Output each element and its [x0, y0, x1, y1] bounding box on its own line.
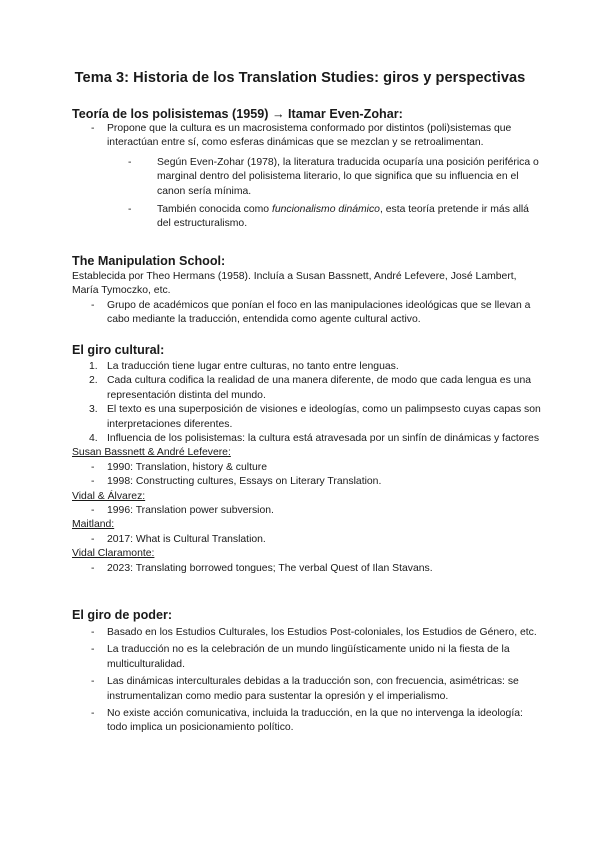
list-item [72, 475, 542, 489]
list-item [72, 707, 542, 736]
list-item-text: No existe acción comunicativa, incluida la traducción, en la que no intervenga la ideología: todo implica un posicionamiento político. [107, 708, 523, 734]
item-number: 2. [89, 375, 98, 387]
manipulation-intro: Establecida por Theo Hermans (1958). Incluía a Susan Bassnett, André Lefevere, José Lambert, María Tymoczko, etc. [72, 271, 517, 297]
numbered-item [72, 432, 542, 446]
poder-list [72, 626, 542, 736]
item-text: La traducción tiene lugar entre culturas, no tanto entre lenguas. [107, 361, 399, 372]
manipulation-list [72, 299, 542, 328]
list-item [72, 299, 542, 328]
heading-manipulation: The Manipulation School: [72, 254, 226, 268]
section-giro-cultural [72, 342, 542, 576]
polisistemas-list [72, 122, 542, 232]
numbered-item [72, 360, 542, 374]
sub-list-item-text: , esta teoría pretende ir más allá del estructuralismo. [157, 204, 529, 230]
author-works-list [72, 504, 542, 518]
item-number: 3. [89, 404, 98, 416]
list-item [72, 562, 542, 576]
list-item-text: 1996: Translation power subversion. [107, 505, 274, 517]
list-item-text: 2017: What is Cultural Translation. [107, 533, 266, 545]
sub-list-item [72, 203, 542, 232]
list-item-text: Grupo de académicos que ponían el foco en las manipulaciones ideológicas que se llevan a cabo mediante la traducción, entendida como agente cultural activo. [107, 299, 531, 326]
list-item-text: Las dinámicas interculturales debidas a la traducción son, con frecuencia, asimétricas: se instrumentalizan como medio para sustentar la opresión y el imperialismo. [107, 676, 519, 702]
cultural-numbered-list [72, 360, 542, 446]
list-item-text: 1990: Translation, history & culture [107, 461, 267, 473]
emphasis-text: funcionalismo dinámico [271, 204, 380, 216]
sub-list-item [72, 156, 542, 199]
list-item-text: Basado en los Estudios Culturales, los Estudios Post-coloniales, los Estudios de Género, etc. [107, 627, 537, 638]
section-giro-poder [72, 607, 542, 739]
item-text: Cada cultura codifica la realidad de una manera diferente, de modo que cada lengua es una representación distinta del mundo. [107, 375, 531, 401]
author-works-list [72, 533, 542, 547]
list-item [72, 675, 542, 704]
list-item-text: 1998: Constructing cultures, Essays on Literary Translation. [107, 476, 382, 488]
heading-polisistemas: Teoría de los polisistemas (1959) → Itamar Even-Zohar: [72, 107, 403, 121]
item-text: Influencia de los polisistemas: la cultura está atravesada por un sinfín de dinámicas y factores [107, 433, 540, 445]
section-polisistemas [72, 106, 542, 232]
list-item [72, 643, 542, 672]
list-item [72, 533, 542, 547]
author-label: Vidal Claramonte: [72, 548, 155, 560]
sub-list-item-text: También conocida como [157, 204, 272, 216]
author-label: Vidal & Álvarez: [72, 490, 146, 502]
item-text: El texto es una superposición de visiones e ideologías, como un palimpsesto cuyas capas son interpretaciones diferentes. [107, 404, 541, 430]
item-number: 1. [89, 361, 98, 372]
item-number: 4. [89, 433, 98, 445]
author-works-list [72, 562, 542, 576]
section-manipulation [72, 253, 542, 328]
author-label: Maitland: [72, 519, 115, 531]
list-item [72, 461, 542, 475]
page-title: Tema 3: Historia de los Translation Studies: giros y perspectivas [74, 70, 526, 86]
polisistemas-sublist [72, 156, 542, 232]
author-works-list [72, 461, 542, 490]
heading-giro-poder: El giro de poder: [72, 608, 173, 622]
list-item [72, 504, 542, 518]
list-item [72, 122, 542, 232]
list-item-text: La traducción no es la celebración de un mundo lingüísticamente unido ni la fiesta de la multiculturalidad. [107, 644, 510, 670]
author-label: Susan Bassnett & André Lefevere: [72, 447, 231, 459]
list-item-text: Propone que la cultura es un macrosistema conformado por distintos (poli)sistemas que interactúan entre sí, como esferas dinámicas que se mezclan y se retroalimentan. [107, 123, 512, 149]
numbered-item [72, 403, 542, 432]
numbered-item [72, 374, 542, 403]
list-item-text: 2023: Translating borrowed tongues; The verbal Quest of Ilan Stavans. [107, 562, 433, 574]
sub-list-item-text: Según Even-Zohar (1978), la literatura traducida ocuparía una posición periférica o marginal dentro del polisistema literario, lo que significa que su influencia en el canon sería mínima. [157, 156, 539, 197]
list-item [72, 626, 542, 640]
heading-giro-cultural: El giro cultural: [72, 343, 165, 357]
